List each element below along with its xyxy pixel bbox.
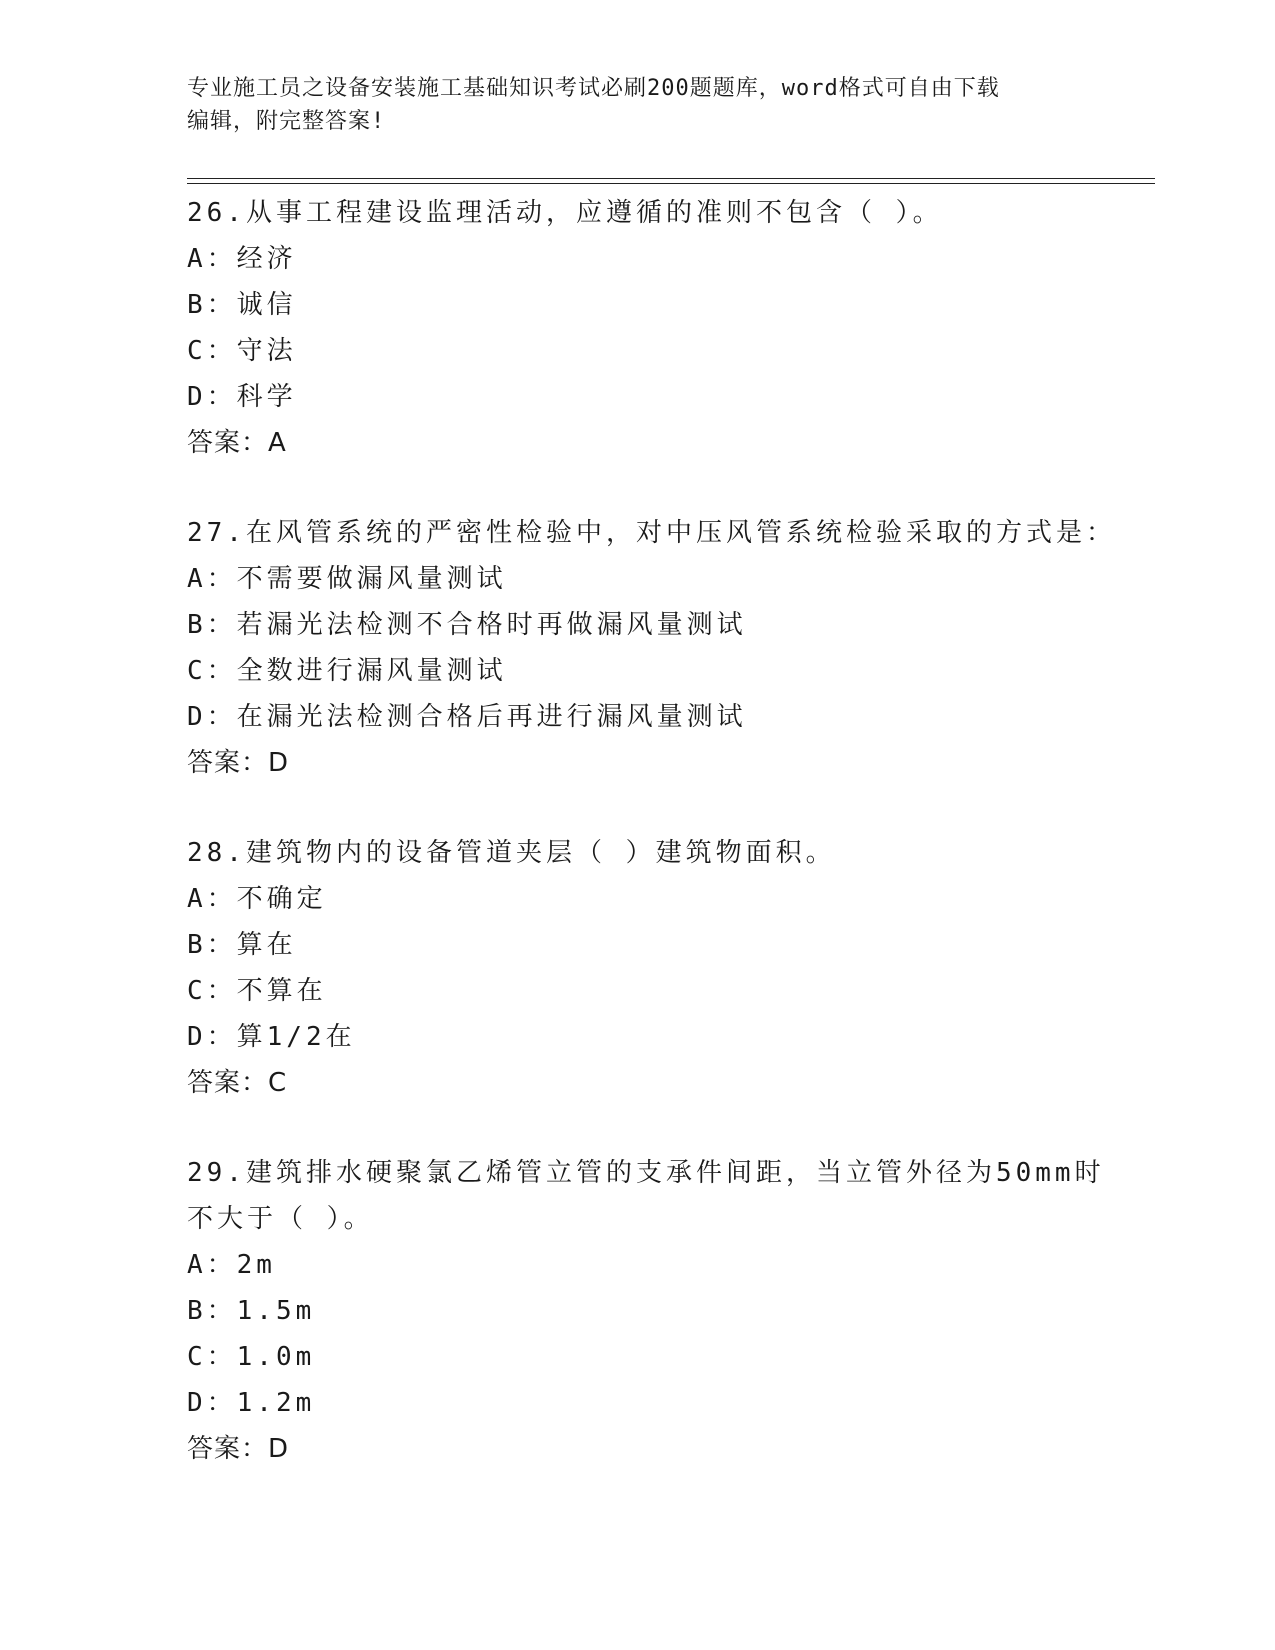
question-stem: 27.在风管系统的严密性检验中，对中压风管系统检验采取的方式是：: [187, 518, 1116, 548]
option-b: B：诚信: [187, 290, 297, 320]
option-b: B：算在: [187, 930, 297, 960]
question-stem: 29.建筑排水硬聚氯乙烯管立管的支承件间距，当立管外径为50mm时: [187, 1158, 1105, 1188]
option-d: D：1.2m: [187, 1388, 316, 1418]
header-line-2: 编辑，附完整答案!: [187, 109, 386, 134]
answer-line: 答案：D: [187, 1434, 290, 1464]
question-26: [187, 190, 1087, 466]
option-b: B：1.5m: [187, 1296, 316, 1326]
option-d: D：在漏光法检测合格后再进行漏风量测试: [187, 702, 747, 732]
question-29: [187, 1150, 1105, 1472]
document-header: [187, 72, 1067, 138]
option-c: C：全数进行漏风量测试: [187, 656, 507, 686]
question-stem-continued: 不大于（ ）。: [187, 1204, 374, 1234]
option-c: C：1.0m: [187, 1342, 316, 1372]
answer-line: 答案：A: [187, 428, 287, 458]
option-d: D：算1/2在: [187, 1022, 356, 1052]
option-a: A：不需要做漏风量测试: [187, 564, 507, 594]
question-27: [187, 510, 1116, 786]
option-d: D：科学: [187, 382, 297, 412]
header-divider-top: [187, 178, 1155, 179]
header-line-1: 专业施工员之设备安装施工基础知识考试必刷200题题库，word格式可自由下载: [187, 76, 1000, 101]
question-stem: 28.建筑物内的设备管道夹层（ ）建筑物面积。: [187, 838, 836, 868]
option-a: A：2m: [187, 1250, 276, 1280]
option-a: A：不确定: [187, 884, 327, 914]
answer-line: 答案：C: [187, 1068, 288, 1098]
option-c: C：不算在: [187, 976, 327, 1006]
header-divider-bottom: [187, 183, 1155, 184]
answer-line: 答案：D: [187, 748, 290, 778]
question-stem: 26.从事工程建设监理活动，应遵循的准则不包含（ ）。: [187, 198, 943, 228]
question-28: [187, 830, 1087, 1106]
option-b: B：若漏光法检测不合格时再做漏风量测试: [187, 610, 747, 640]
option-a: A：经济: [187, 244, 297, 274]
option-c: C：守法: [187, 336, 297, 366]
